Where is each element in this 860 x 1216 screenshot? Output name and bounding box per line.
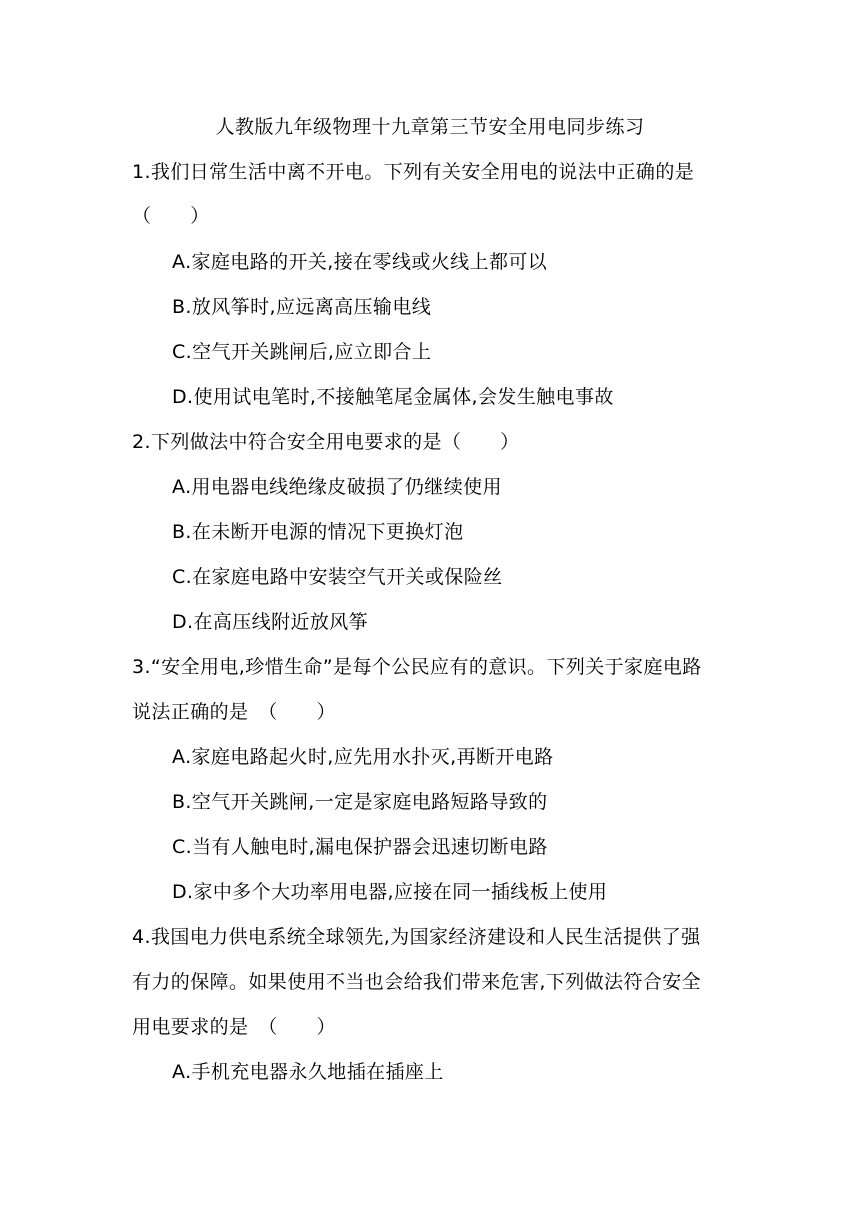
- question-1-option-d: D.使用试电笔时,不接触笔尾金属体,会发生触电事故: [172, 386, 614, 408]
- question-3-stem-line-1: 3.“安全用电,珍惜生命”是每个公民应有的意识。下列关于家庭电路: [132, 656, 702, 678]
- question-4-stem-line-3: 用电要求的是 （ ）: [132, 1016, 336, 1038]
- question-2-option-a: A.用电器电线绝缘皮破损了仍继续使用: [172, 476, 502, 498]
- question-2-stem-line-1: 2.下列做法中符合安全用电要求的是（ ）: [132, 431, 520, 453]
- question-2-option-d: D.在高压线附近放风筝: [172, 611, 369, 633]
- document-title: 人教版九年级物理十九章第三节安全用电同步练习: [215, 116, 645, 138]
- question-1-stem-line-1: 1.我们日常生活中离不开电。下列有关安全用电的说法中正确的是: [132, 161, 695, 183]
- question-1-option-b: B.放风筝时,应远离高压输电线: [172, 296, 432, 318]
- question-2-option-c: C.在家庭电路中安装空气开关或保险丝: [172, 566, 503, 588]
- question-3-option-b: B.空气开关跳闸,一定是家庭电路短路导致的: [172, 791, 548, 813]
- question-3-stem-line-2: 说法正确的是 （ ）: [132, 701, 336, 723]
- question-4-option-a: A.手机充电器永久地插在插座上: [172, 1061, 444, 1083]
- question-4-stem-line-1: 4.我国电力供电系统全球领先,为国家经济建设和人民生活提供了强: [132, 926, 701, 948]
- question-1-stem-line-2: （ ）: [132, 205, 210, 227]
- question-3-option-a: A.家庭电路起火时,应先用水扑灭,再断开电路: [172, 746, 554, 768]
- question-1-option-a: A.家庭电路的开关,接在零线或火线上都可以: [172, 251, 548, 273]
- question-3-option-c: C.当有人触电时,漏电保护器会迅速切断电路: [172, 836, 548, 858]
- question-1-option-c: C.空气开关跳闸后,应立即合上: [172, 341, 432, 363]
- question-3-option-d: D.家中多个大功率用电器,应接在同一插线板上使用: [172, 881, 608, 903]
- question-2-option-b: B.在未断开电源的情况下更换灯泡: [172, 521, 464, 543]
- question-4-stem-line-2: 有力的保障。如果使用不当也会给我们带来危害,下列做法符合安全: [132, 971, 702, 993]
